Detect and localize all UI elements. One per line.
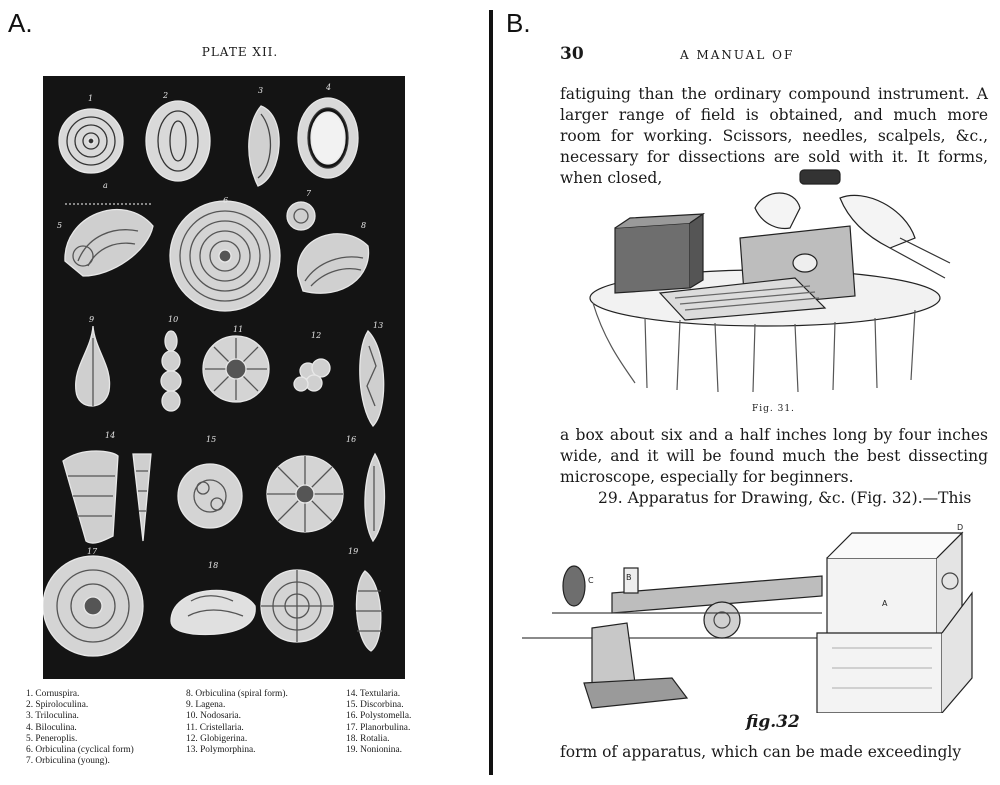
legend-item: 5. Peneroplis.	[26, 733, 78, 744]
legend-item: 6. Orbiculina (cyclical form)	[26, 745, 134, 756]
svg-text:9: 9	[89, 315, 95, 324]
specimen-1	[59, 109, 123, 173]
legend-item: 18. Rotalia.	[346, 733, 390, 744]
legend-item: 15. Discorbina.	[346, 700, 404, 711]
legend-item: 7. Orbiculina (young).	[26, 756, 110, 767]
svg-text:13: 13	[373, 321, 384, 330]
svg-text:7: 7	[306, 189, 312, 198]
svg-text:18: 18	[208, 561, 219, 570]
figure-32-label-b: B	[626, 573, 632, 582]
running-head: A MANUAL OF	[680, 48, 795, 62]
figure-32-label-c: C	[588, 576, 594, 585]
legend-item: 17. Planorbulina.	[346, 722, 411, 733]
specimen-19a	[261, 570, 333, 642]
svg-text:1: 1	[88, 94, 94, 103]
figure-32-label-d: D	[957, 523, 964, 532]
page-header	[560, 44, 990, 66]
legend-item: 14. Textularia.	[346, 689, 401, 699]
svg-text:a: a	[103, 181, 108, 190]
legend-item: 10. Nodosaria.	[186, 711, 241, 722]
svg-text:19: 19	[348, 547, 359, 556]
figure-31-illustration	[585, 168, 955, 394]
figure-32-caption: fig.32	[746, 712, 800, 732]
specimen-17	[43, 556, 143, 656]
panel-b-label: B.	[506, 8, 531, 38]
legend-item: 3. Triloculina.	[26, 711, 79, 722]
plate-illustration	[43, 76, 405, 679]
specimen-15	[178, 464, 242, 528]
legend-item: 8. Orbiculina (spiral form).	[186, 689, 288, 699]
paragraph-top-text: fatiguing than the ordinary compound instrument. A larger range of field is obtained, and much more room for working. Scissors, needles, scalpels, &c., necessary for dissections are sold with it. It forms, when closed,	[560, 85, 988, 187]
legend-item: 19. Nonionina.	[346, 745, 402, 756]
specimen-6	[170, 201, 280, 311]
panel-a-label: A.	[8, 8, 33, 38]
legend-item: 9. Lagena.	[186, 700, 226, 711]
section-29	[560, 488, 988, 509]
specimen-16	[267, 456, 343, 532]
legend-item: 11. Cristellaria.	[186, 722, 244, 733]
svg-text:10: 10	[168, 315, 179, 324]
svg-text:15: 15	[206, 435, 217, 444]
panel-divider	[489, 10, 493, 775]
paragraph-bottom	[560, 742, 988, 763]
legend-item: 1. Cornuspira.	[26, 689, 80, 699]
legend-column-1	[26, 689, 134, 767]
legend-column-2	[186, 689, 288, 756]
svg-text:6: 6	[223, 196, 229, 205]
svg-text:4: 4	[326, 83, 332, 92]
svg-text:12: 12	[311, 331, 322, 340]
svg-text:2: 2	[163, 91, 169, 100]
legend-item: 12. Globigerina.	[186, 733, 248, 744]
legend-item: 13. Polymorphina.	[186, 745, 256, 756]
figure-32-illustration	[522, 518, 997, 713]
legend-item: 4. Biloculina.	[26, 722, 77, 733]
paragraph-middle	[560, 425, 988, 488]
legend-item: 2. Spiroloculina.	[26, 700, 89, 711]
page-number: 30	[560, 44, 584, 64]
svg-text:14: 14	[105, 431, 116, 440]
svg-text:17: 17	[87, 547, 98, 556]
svg-text:3: 3	[258, 86, 264, 95]
paragraph-bottom-text: form of apparatus, which can be made exceedingly	[560, 743, 962, 761]
specimen-4	[298, 98, 358, 178]
legend-column-3	[346, 689, 411, 756]
figure-32-label-a: A	[882, 599, 888, 608]
svg-text:5: 5	[57, 221, 63, 230]
svg-text:11: 11	[233, 325, 244, 334]
specimen-7	[287, 202, 315, 230]
section-29-text: 29. Apparatus for Drawing, &c. (Fig. 32).—This	[598, 489, 972, 507]
plate-title: PLATE XII.	[201, 45, 279, 59]
svg-text:16: 16	[346, 435, 357, 444]
figure-31-caption: Fig. 31.	[752, 404, 795, 414]
legend-item: 16. Polystomella.	[346, 711, 412, 722]
paragraph-middle-text: a box about six and a half inches long by four inches wide, and it will be found much the best dissecting microscope, especially for beginners.	[560, 426, 988, 486]
specimen-11	[203, 336, 269, 402]
specimen-2	[146, 101, 210, 181]
svg-text:8: 8	[361, 221, 367, 230]
